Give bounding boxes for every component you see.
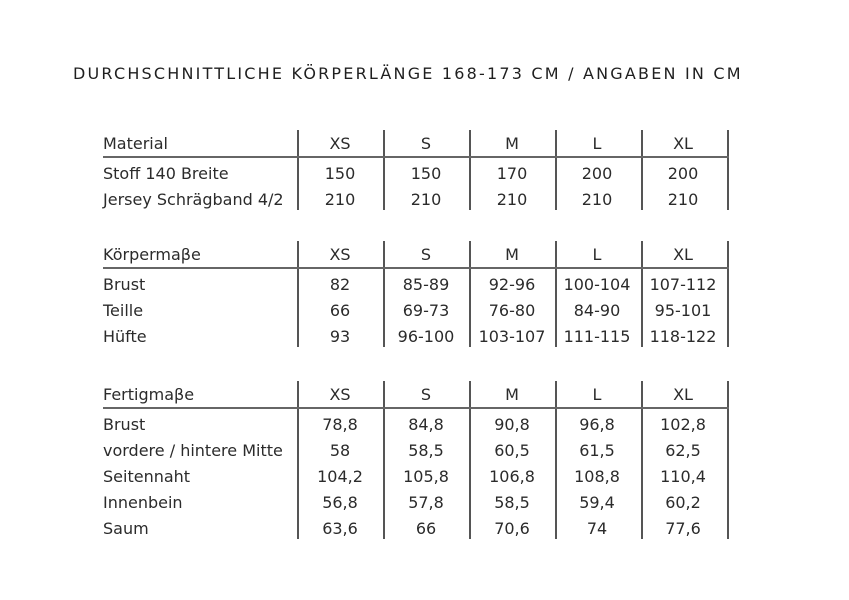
table-cell: 210 <box>667 190 699 209</box>
size-header: XL <box>673 134 693 153</box>
table-cell: 77,6 <box>665 519 701 538</box>
size-header: L <box>592 134 602 153</box>
table-cell: 92-96 <box>488 275 536 294</box>
row-label: Teille <box>103 301 144 320</box>
size-table <box>103 130 729 210</box>
size-header: S <box>420 134 432 153</box>
table-header-label: Fertigmaβe <box>103 385 195 404</box>
table-cell: 200 <box>667 164 699 183</box>
table-header-label: Material <box>103 134 168 153</box>
size-header: S <box>420 385 432 404</box>
table-cell: 60,5 <box>494 441 530 460</box>
table-cell: 100-104 <box>563 275 631 294</box>
column-divider <box>727 241 729 347</box>
table-header-label: Körpermaβe <box>103 245 201 264</box>
table-cell: 200 <box>581 164 613 183</box>
table-cell: 57,8 <box>408 493 444 512</box>
table-cell: 210 <box>324 190 356 209</box>
table-cell: 150 <box>324 164 356 183</box>
table-cell: 84-90 <box>573 301 621 320</box>
table-cell: 103-107 <box>478 327 546 346</box>
table-cell: 58 <box>329 441 351 460</box>
table-cell: 95-101 <box>654 301 712 320</box>
table-cell: 62,5 <box>665 441 701 460</box>
header-divider <box>103 156 729 158</box>
size-header: XL <box>673 245 693 264</box>
table-cell: 105,8 <box>403 467 449 486</box>
table-cell: 84,8 <box>408 415 444 434</box>
table-cell: 93 <box>329 327 351 346</box>
page-title: DURCHSCHNITTLICHE KÖRPERLÄNGE 168-173 CM / ANGABEN IN CM <box>73 64 743 83</box>
table-cell: 56,8 <box>322 493 358 512</box>
table-cell: 96,8 <box>579 415 615 434</box>
size-header: XS <box>329 385 351 404</box>
row-label: Brust <box>103 275 146 294</box>
table-cell: 60,2 <box>665 493 701 512</box>
table-cell: 150 <box>410 164 442 183</box>
table-cell: 90,8 <box>494 415 530 434</box>
table-cell: 110,4 <box>660 467 706 486</box>
table-cell: 106,8 <box>489 467 535 486</box>
size-header: XL <box>673 385 693 404</box>
size-header: M <box>505 134 519 153</box>
table-cell: 102,8 <box>660 415 706 434</box>
size-header: XS <box>329 245 351 264</box>
table-cell: 170 <box>496 164 528 183</box>
table-cell: 58,5 <box>408 441 444 460</box>
table-cell: 59,4 <box>579 493 615 512</box>
size-header: M <box>505 245 519 264</box>
table-cell: 111-115 <box>563 327 631 346</box>
table-cell: 85-89 <box>402 275 450 294</box>
table-cell: 66 <box>329 301 351 320</box>
header-divider <box>103 407 729 409</box>
table-cell: 108,8 <box>574 467 620 486</box>
column-divider <box>727 381 729 539</box>
row-label: Saum <box>103 519 149 538</box>
row-label: vordere / hintere Mitte <box>103 441 283 460</box>
size-header: M <box>505 385 519 404</box>
table-cell: 61,5 <box>579 441 615 460</box>
row-label: Innenbein <box>103 493 183 512</box>
table-cell: 104,2 <box>317 467 363 486</box>
table-cell: 210 <box>496 190 528 209</box>
row-label: Stoff 140 Breite <box>103 164 229 183</box>
table-cell: 74 <box>586 519 608 538</box>
table-cell: 78,8 <box>322 415 358 434</box>
table-cell: 58,5 <box>494 493 530 512</box>
size-table <box>103 241 729 347</box>
row-label: Brust <box>103 415 146 434</box>
table-cell: 96-100 <box>397 327 455 346</box>
table-cell: 210 <box>410 190 442 209</box>
size-header: S <box>420 245 432 264</box>
table-cell: 69-73 <box>402 301 450 320</box>
row-label: Jersey Schrägband 4/2 <box>103 190 284 209</box>
table-cell: 118-122 <box>649 327 717 346</box>
table-cell: 70,6 <box>494 519 530 538</box>
row-label: Seitennaht <box>103 467 191 486</box>
size-header: L <box>592 385 602 404</box>
table-cell: 210 <box>581 190 613 209</box>
size-header: XS <box>329 134 351 153</box>
table-cell: 63,6 <box>322 519 358 538</box>
size-table <box>103 381 729 539</box>
table-cell: 107-112 <box>649 275 717 294</box>
header-divider <box>103 267 729 269</box>
table-cell: 82 <box>329 275 351 294</box>
table-cell: 66 <box>415 519 437 538</box>
size-header: L <box>592 245 602 264</box>
row-label: Hüfte <box>103 327 147 346</box>
table-cell: 76-80 <box>488 301 536 320</box>
column-divider <box>727 130 729 210</box>
